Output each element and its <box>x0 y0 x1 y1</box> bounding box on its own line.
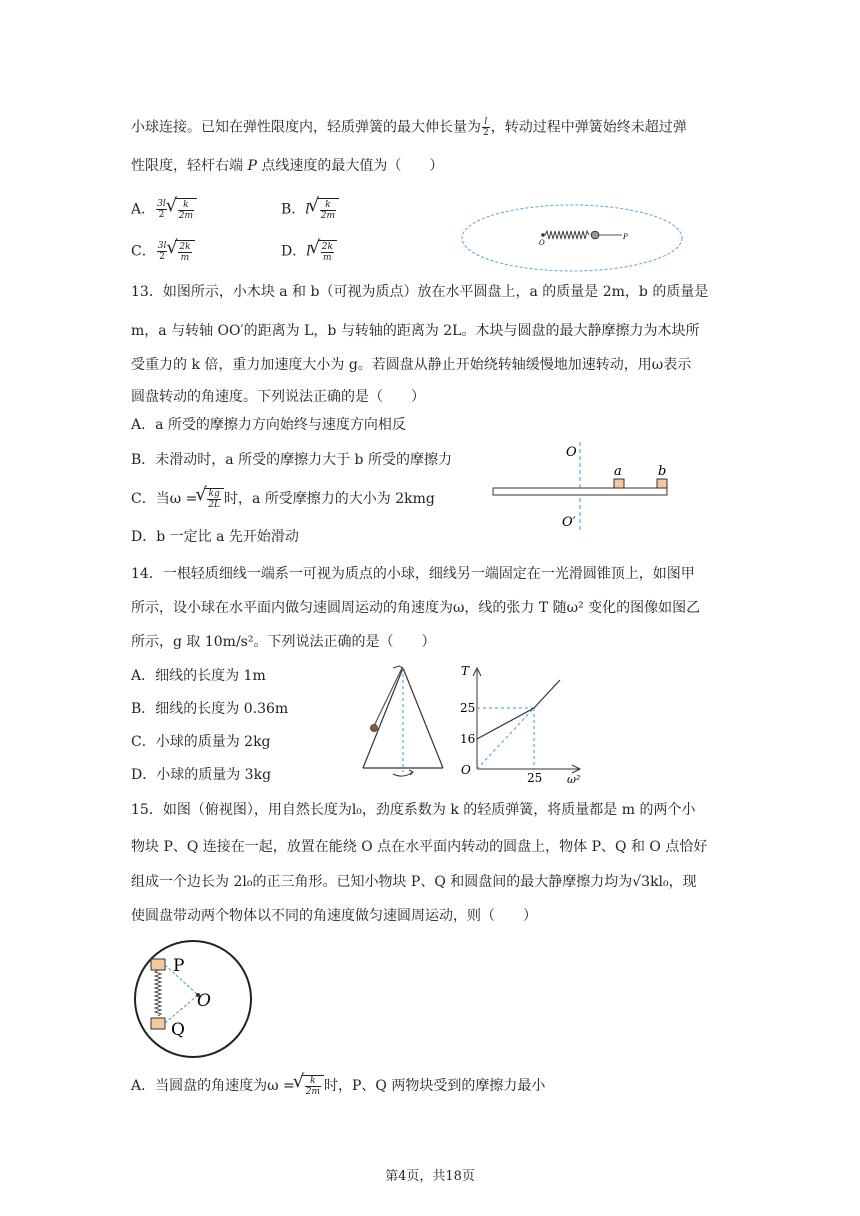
q13-option-a: A．a 所受的摩擦力方向始终与速度方向相反 <box>131 417 406 433</box>
q14-option-b: B．细线的长度为 0.36m <box>131 701 289 717</box>
page-footer: 第4页，共18页 <box>385 1169 475 1184</box>
q13-option-b: B．未滑动时，a 所受的摩擦力大于 b 所受的摩擦力 <box>131 452 452 468</box>
q14-graph-axis-omega2: ω² <box>567 773 581 785</box>
q14-graph-tick-25-x: 25 <box>527 771 543 785</box>
q12-line2: 性限度，轻杆右端 P 点线速度的最大值为（ ） <box>131 158 444 174</box>
q14-option-c: C．小球的质量为 2kg <box>131 734 271 750</box>
q13-fig-label-o: O <box>566 445 577 460</box>
q14-line3: 所示，g 取 10m/s²。下列说法正确的是（ ） <box>131 634 436 650</box>
q13-line4: 圆盘转动的角速度。下列说法正确的是（ ） <box>131 389 425 405</box>
q12-fig-label-o: O <box>539 239 545 247</box>
q13-line3: 受重力的 k 倍，重力加速度大小为 g。若圆盘从静止开始绕转轴缓慢地加速转动，用ω表示 <box>131 357 692 373</box>
q12-option-d: D．l √ $\frac{2k}{m}$ <box>281 240 337 263</box>
q14-tension-graph <box>455 660 590 785</box>
q14-graph-axis-t: T <box>461 664 470 678</box>
q13-option-c: C．当ω = √ $\frac{kg}{2L}$ 时，a 所受摩擦力的大小为 2kmg <box>131 488 435 510</box>
q15-line1: 15．如图（俯视图），用自然长度为l₀，劲度系数为 k 的轻质弹簧，将质量都是 m 的两个小 <box>131 802 696 818</box>
q13-fig-label-o-prime: O′ <box>562 515 576 530</box>
q13-disk-figure <box>490 440 675 535</box>
q15-disk-figure <box>128 937 258 1061</box>
q14-line1: 14．一根轻质细线一端系一可视为质点的小球，细线另一端固定在一光滑圆锥顶上，如图甲 <box>131 566 695 582</box>
q14-option-a: A．细线的长度为 1m <box>131 668 266 684</box>
q12-option-b: B．l √ $\frac{k}{2m}$ <box>281 198 339 221</box>
q13-fig-label-a: a <box>614 464 622 479</box>
q14-graph-tick-16: 16 <box>460 732 476 746</box>
q13-line2: m，a 与转轴 OO′的距离为 L，b 与转轴的距离为 2L。木块与圆盘的最大静摩擦力为木块所 <box>131 323 700 339</box>
q14-option-d: D．小球的质量为 3kg <box>131 767 272 783</box>
q15-fig-label-o: O <box>197 991 211 1011</box>
q13-option-d: D．b 一定比 a 先开始滑动 <box>131 529 299 545</box>
q12-line1: 小球连接。已知在弹性限度内，轻质弹簧的最大伸长量为 $\frac{l}{2}$ ，转动过程中弹簧始终未超过弹 <box>131 117 687 138</box>
q14-cone-figure <box>355 662 450 780</box>
q14-graph-tick-25-y: 25 <box>460 701 476 715</box>
q15-line3: 组成一个边长为 2l₀的正三角形。已知小物块 P、Q 和圆盘间的最大静摩擦力均为√3kl₀，现 <box>131 874 697 890</box>
q15-line2: 物块 P、Q 连接在一起，放置在能绕 O 点在水平面内转动的圆盘上，物体 P、Q 和 O 点恰好 <box>131 839 708 855</box>
q12-option-c: C． $\frac{3l}{2}$ √ $\frac{2k}{m}$ <box>131 240 195 263</box>
q12-option-a: A． $\frac{3l}{2}$ √ $\frac{k}{2m}$ <box>131 198 197 221</box>
q14-line2: 所示，设小球在水平面内做匀速圆周运动的角速度为ω，线的张力 T 随ω² 变化的图像如图乙 <box>131 600 701 616</box>
q15-fig-label-p: P <box>173 956 185 976</box>
q15-line4: 使圆盘带动两个物体以不同的角速度做匀速圆周运动，则（ ） <box>131 908 537 924</box>
q15-option-a: A．当圆盘的角速度为ω = √ $\frac{k}{2m}$ 时，P、Q 两物块受到的摩擦力最小 <box>131 1075 545 1097</box>
q15-fig-label-q: Q <box>171 1020 185 1040</box>
q14-graph-origin: O <box>461 763 471 777</box>
q12-spring-figure <box>460 202 686 276</box>
q13-line1: 13．如图所示，小木块 a 和 b（可视为质点）放在水平圆盘上，a 的质量是 2m，b 的质量是 <box>131 284 709 300</box>
q12-fig-label-p: P <box>623 233 628 241</box>
q13-fig-label-b: b <box>658 464 667 479</box>
